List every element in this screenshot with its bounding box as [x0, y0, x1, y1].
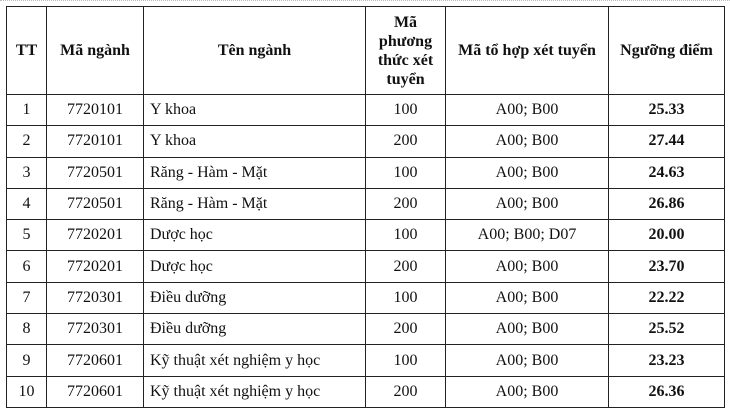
cell-ma-nganh: 7720301: [47, 314, 144, 345]
cell-ten-nganh: Y khoa: [144, 126, 366, 157]
cell-nguong-diem: 24.63: [609, 157, 725, 188]
table-row: [7, 251, 725, 282]
cell-ma-to-hop: A00; B00: [446, 282, 609, 313]
cell-nguong-diem: 26.86: [609, 188, 725, 219]
cell-nguong-diem: 25.33: [609, 95, 725, 126]
cell-tt: 9: [7, 345, 47, 376]
cell-ma-phuong-thuc: 200: [366, 126, 446, 157]
cell-ma-nganh: 7720501: [47, 188, 144, 219]
cell-tt: 8: [7, 314, 47, 345]
cell-ma-nganh: 7720601: [47, 345, 144, 376]
table-row: [7, 314, 725, 345]
cell-tt: 1: [7, 95, 47, 126]
cell-ma-phuong-thuc: 100: [366, 95, 446, 126]
cell-ma-to-hop: A00; B00: [446, 188, 609, 219]
cell-ma-to-hop: A00; B00: [446, 251, 609, 282]
table-row: [7, 376, 725, 407]
cell-ten-nganh: Điều dưỡng: [144, 314, 366, 345]
cell-ten-nganh: Điều dưỡng: [144, 282, 366, 313]
header-tt: TT: [7, 7, 47, 95]
cell-nguong-diem: 26.36: [609, 376, 725, 407]
table-row: [7, 157, 725, 188]
cell-ten-nganh: Kỹ thuật xét nghiệm y học: [144, 345, 366, 376]
table-row: [7, 282, 725, 313]
cell-tt: 4: [7, 188, 47, 219]
cell-ma-nganh: 7720601: [47, 376, 144, 407]
cell-ten-nganh: Kỹ thuật xét nghiệm y học: [144, 376, 366, 407]
cell-nguong-diem: 22.22: [609, 282, 725, 313]
header-ma-phuong-thuc: Mã phương thức xét tuyển: [366, 7, 446, 95]
cell-ma-nganh: 7720301: [47, 282, 144, 313]
cell-ma-phuong-thuc: 200: [366, 314, 446, 345]
cell-nguong-diem: 23.70: [609, 251, 725, 282]
cell-ma-phuong-thuc: 200: [366, 188, 446, 219]
cell-ma-to-hop: A00; B00: [446, 126, 609, 157]
cell-ma-nganh: 7720501: [47, 157, 144, 188]
cell-ten-nganh: Dược học: [144, 220, 366, 251]
cell-ma-to-hop: A00; B00: [446, 376, 609, 407]
cell-ma-to-hop: A00; B00; D07: [446, 220, 609, 251]
table-row: [7, 126, 725, 157]
cell-ma-nganh: 7720201: [47, 251, 144, 282]
table-row: [7, 188, 725, 219]
cell-tt: 2: [7, 126, 47, 157]
cell-ten-nganh: Dược học: [144, 251, 366, 282]
header-nguong-diem: Ngưỡng điểm: [609, 7, 725, 95]
cell-tt: 10: [7, 376, 47, 407]
cell-ten-nganh: Răng - Hàm - Mặt: [144, 157, 366, 188]
table-body: [7, 95, 725, 408]
cell-ma-phuong-thuc: 200: [366, 251, 446, 282]
cell-ma-nganh: 7720201: [47, 220, 144, 251]
table-header-row: [7, 7, 725, 95]
cell-ma-phuong-thuc: 100: [366, 157, 446, 188]
cell-tt: 7: [7, 282, 47, 313]
header-ma-nganh: Mã ngành: [47, 7, 144, 95]
cell-nguong-diem: 27.44: [609, 126, 725, 157]
cell-nguong-diem: 20.00: [609, 220, 725, 251]
cell-nguong-diem: 23.23: [609, 345, 725, 376]
cell-ma-phuong-thuc: 200: [366, 376, 446, 407]
cell-ma-to-hop: A00; B00: [446, 95, 609, 126]
cell-ma-to-hop: A00; B00: [446, 314, 609, 345]
admission-score-table: [6, 6, 725, 408]
cell-ten-nganh: Y khoa: [144, 95, 366, 126]
cell-ma-phuong-thuc: 100: [366, 220, 446, 251]
cell-nguong-diem: 25.52: [609, 314, 725, 345]
cell-ma-to-hop: A00; B00: [446, 157, 609, 188]
cell-tt: 5: [7, 220, 47, 251]
cell-ma-to-hop: A00; B00: [446, 345, 609, 376]
table-row: [7, 95, 725, 126]
cell-tt: 3: [7, 157, 47, 188]
cell-ma-phuong-thuc: 100: [366, 345, 446, 376]
header-ten-nganh: Tên ngành: [144, 7, 366, 95]
table-row: [7, 220, 725, 251]
table-row: [7, 345, 725, 376]
cell-ma-nganh: 7720101: [47, 95, 144, 126]
header-ma-to-hop: Mã tổ hợp xét tuyển: [446, 7, 609, 95]
cell-tt: 6: [7, 251, 47, 282]
cell-ma-phuong-thuc: 100: [366, 282, 446, 313]
cell-ma-nganh: 7720101: [47, 126, 144, 157]
cell-ten-nganh: Răng - Hàm - Mặt: [144, 188, 366, 219]
